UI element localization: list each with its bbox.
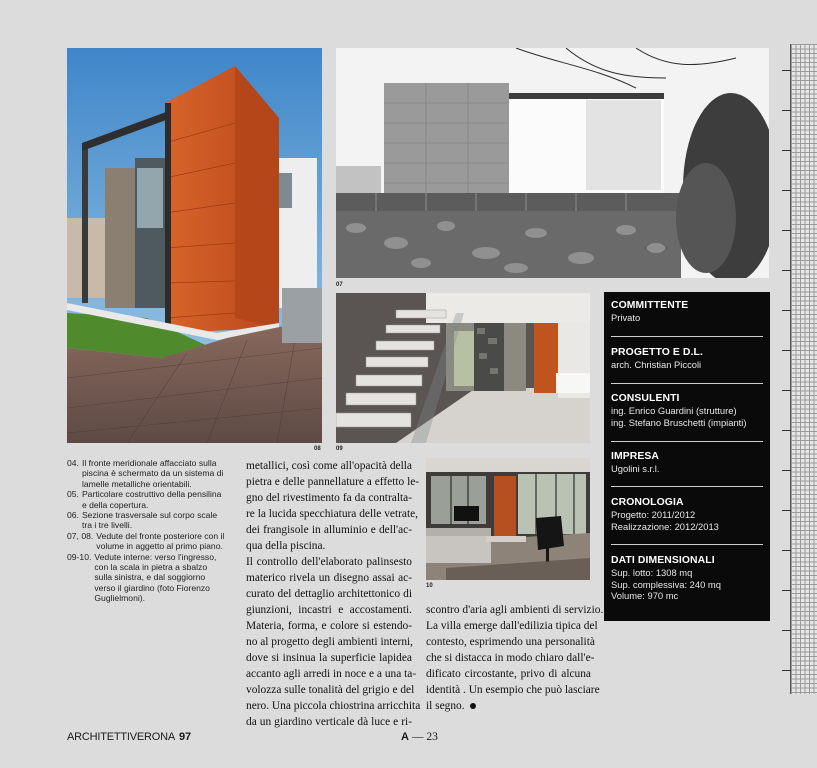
ruler-tick (782, 390, 791, 391)
info-dati-dimensionali: DATI DIMENSIONALI Sup. lotto: 1308 mq Sup. complessiva: 240 mq Volume: 970 mc (611, 555, 721, 601)
ruler-tick (782, 110, 791, 111)
text-line: re la lucida specchiatura delle vetrate, (246, 508, 419, 520)
ruler-tick (782, 270, 791, 271)
magazine-name: ARCHITETTIVERONA (67, 731, 176, 743)
end-bullet-icon (470, 703, 476, 709)
info-committente: COMMITTENTE Privato (611, 300, 689, 323)
info-divider (611, 383, 763, 384)
text-line: che si distacca in modo chiaro dall'e- (426, 652, 595, 664)
article-column-2 (426, 602, 604, 714)
info-cronologia: CRONOLOGIA Progetto: 2011/2012 Realizzazione: 2012/2013 (611, 497, 719, 532)
caption-item: 06. Sezione trasversale sul corpo scale tra i tre livelli. (67, 510, 218, 531)
text-line: La villa emerge dall'edilizia tipica del (426, 620, 598, 632)
ruler-tick (782, 590, 791, 591)
info-divider (611, 441, 763, 442)
ruler-tick (782, 310, 791, 311)
ruler-tick (782, 70, 791, 71)
info-progetto: PROGETTO E D.L. arch. Christian Piccoli (611, 347, 703, 370)
text-line: dificato circostante, privo di alcuna (426, 668, 591, 680)
photo-10-living-room (426, 458, 590, 580)
info-divider (611, 544, 763, 545)
section-page-number: — 23 (412, 731, 438, 743)
text-line: pietra e delle pannellature a effetto le- (246, 476, 420, 488)
text-line: volozza sulle tonalità del grigio e del (246, 684, 415, 696)
text-line: giunzioni, incastri e accostamenti. (246, 604, 412, 616)
ruler-tick (782, 510, 791, 511)
text-line: da un giardino verticale dà luce e ri- (246, 716, 412, 728)
text-line: dei frangisole in alluminio e dell'ac- (246, 524, 412, 536)
info-consulenti: CONSULENTI ing. Enrico Guardini (strutture) ing. Stefano Bruschetti (impianti) (611, 393, 747, 428)
figure-number-10: 10 (426, 583, 433, 589)
caption-item: 07, 08. Vedute del fronte posteriore con il volume in aggetto al primo piano. (67, 530, 225, 552)
text-line: identità . Un esempio che può lasciare (426, 684, 600, 696)
footer-section-page (401, 731, 438, 743)
ruler-tick (782, 470, 791, 471)
photo-09-interior-stair (336, 293, 590, 443)
figure-number-09: 09 (336, 446, 343, 452)
photo-08-exterior (67, 48, 322, 443)
caption-item: 05. Particolare costruttivo della pensilina e della copertura. (67, 489, 222, 510)
text-line: curato del dettaglio architettonico di (246, 588, 412, 600)
photo-07-rear-facade (336, 48, 769, 278)
text-line: scontro d'aria agli ambienti di servizio. (426, 604, 604, 616)
text-line: gno del rivestimento fa da contralta- (246, 492, 412, 504)
footer-magazine (67, 731, 191, 743)
text-line: Il controllo dell'elaborato palinsesto (246, 556, 412, 568)
text-line: dove si insinua la superficie lapidea (246, 652, 412, 664)
text-line: accanto agli arredi in noce e a una ta- (246, 668, 417, 680)
text-line: contesto, esprimendo una personalità (426, 636, 595, 648)
photo-captions (67, 458, 225, 604)
figure-number-07: 07 (336, 282, 343, 288)
article-column-1 (246, 458, 421, 730)
ruler-tick (782, 150, 791, 151)
ruler-tick (782, 550, 791, 551)
info-impresa: IMPRESA Ugolini s.r.l. (611, 451, 660, 474)
text-line: il segno. (426, 700, 465, 712)
figure-number-08: 08 (314, 446, 321, 452)
ruler-tick (782, 430, 791, 431)
ruler-tick (782, 230, 791, 231)
text-line: nero. Una piccola chiostrina arricchita (246, 700, 421, 712)
info-divider (611, 336, 763, 337)
text-line: Materia, forma, e colore si estendo- (246, 620, 412, 632)
text-line: materico rivela un disegno assai ac- (246, 572, 412, 584)
ruler-tick (782, 630, 791, 631)
text-line: no al progetto degli ambienti interni, (246, 636, 414, 648)
magazine-page-number: 97 (179, 731, 191, 743)
graph-paper-strip (790, 44, 817, 694)
ruler-tick (782, 350, 791, 351)
caption-item: 09-10. Vedute interne: verso l'ingresso, con la scala in pietra a sbalzo sulla sinistra, e dal soggiorno verso il giardino (foto Fiorenzo Guglielmoni). (67, 551, 217, 604)
ruler-tick (782, 670, 791, 671)
text-line: qua della piscina. (246, 540, 326, 552)
project-info-box (604, 292, 770, 621)
text-line: metallici, così come all'opacità della (246, 460, 412, 472)
ruler-tick (782, 190, 791, 191)
info-divider (611, 486, 763, 487)
caption-item: 04. Il fronte meridionale affacciato sulla piscina è schermato da un sistema di lamelle metalliche orientabili. (67, 458, 224, 489)
section-letter: A (401, 731, 409, 743)
